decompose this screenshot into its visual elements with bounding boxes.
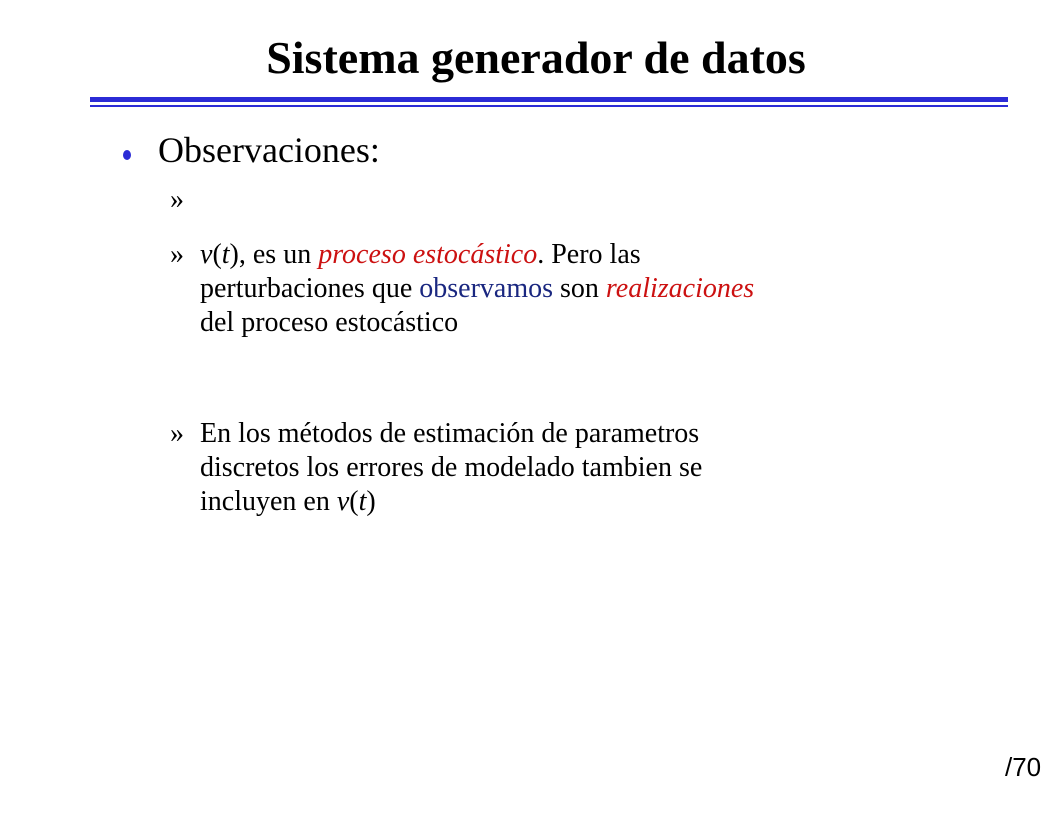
title-rule-thick	[90, 97, 1008, 102]
bullet-heading: Observaciones:	[158, 130, 380, 170]
sub-bullet-marker-2: »	[170, 239, 184, 270]
sub-bullet-marker-1: »	[170, 184, 184, 215]
sub-item-3-line-3: incluyen en v(t)	[200, 486, 376, 517]
sub-item-2	[200, 238, 960, 340]
slide-title: Sistema generador de datos	[266, 32, 806, 83]
emphasis-realizaciones: realizaciones	[605, 273, 755, 304]
sub-item-3-line-1: En los métodos de estimación de parametros	[200, 418, 700, 449]
bullet-dot-icon	[123, 150, 131, 160]
emphasis-proceso-estocastico: proceso estocástico	[318, 239, 538, 270]
title-rule-thin	[90, 105, 1008, 107]
sub-item-2-line-3: del proceso estocástico	[200, 307, 459, 338]
page-number: /70	[1005, 752, 1042, 782]
sub-item-2-line-2: perturbaciones que observamos son realizaciones	[200, 273, 755, 304]
sub-bullet-marker-3: »	[170, 418, 184, 449]
sub-item-3-line-2: discretos los errores de modelado tambien se	[200, 452, 703, 483]
sub-item-3	[200, 417, 960, 519]
emphasis-observamos: observamos	[419, 273, 554, 304]
sub-item-2-line-1: v(t), es un proceso estocástico. Pero las	[200, 239, 641, 270]
